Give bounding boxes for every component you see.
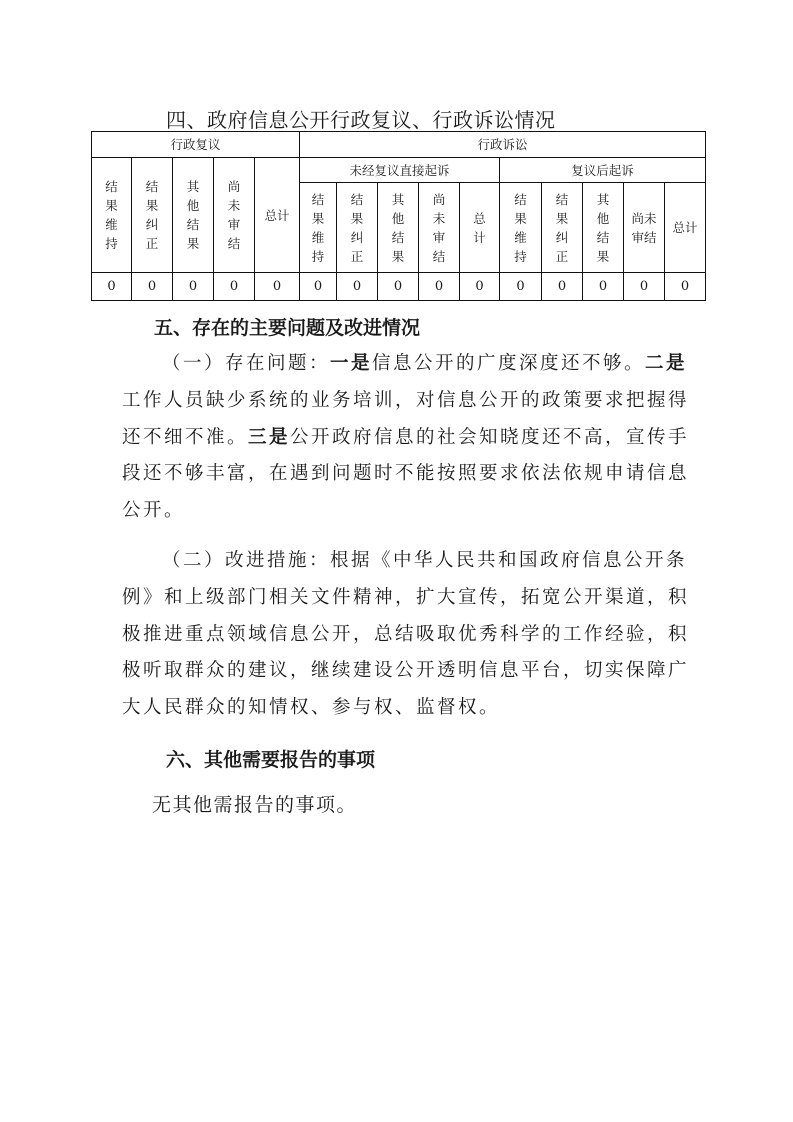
- section-4-heading: 四、政府信息公开行政复议、行政诉讼情况: [166, 108, 556, 132]
- table-cell: 0: [300, 273, 337, 301]
- header-litigation: 行政诉讼: [300, 132, 706, 158]
- table-cell: 0: [500, 273, 542, 301]
- point-one-text: 信息公开的广度深度还不够。: [372, 353, 646, 374]
- col-total: 总计: [460, 183, 500, 273]
- table-cell: 0: [665, 273, 706, 301]
- table-cell: 0: [624, 273, 665, 301]
- section-5-heading: 五、存在的主要问题及改进情况: [154, 317, 421, 339]
- section-6-body: 无其他需报告的事项。: [152, 794, 358, 816]
- table-cell: 0: [337, 273, 378, 301]
- col-pending: 尚未审结: [419, 183, 460, 273]
- col-total: 总计: [665, 183, 706, 273]
- col-maintained: 结果维持: [500, 183, 542, 273]
- table-cell: 0: [419, 273, 460, 301]
- col-pending: 尚未审结: [214, 158, 255, 273]
- point-three-lead: 三是: [248, 426, 291, 448]
- problems-paragraph: [122, 346, 702, 530]
- col-other: 其他结果: [378, 183, 419, 273]
- table-cell: 0: [132, 273, 173, 301]
- table-cell: 0: [378, 273, 419, 301]
- table-cell: 0: [583, 273, 624, 301]
- col-other: 其他结果: [173, 158, 214, 273]
- header-after-review: 复议后起诉: [500, 158, 706, 183]
- point-one-lead: 一是: [330, 353, 373, 374]
- table-cell: 0: [255, 273, 300, 301]
- col-pending: 尚未审结: [624, 183, 665, 273]
- col-corrected: 结果纠正: [542, 183, 583, 273]
- section-6-heading: 六、其他需要报告的事项: [166, 749, 376, 771]
- col-corrected: 结果纠正: [337, 183, 378, 273]
- col-other: 其他结果: [583, 183, 624, 273]
- point-two-lead: 二是: [645, 353, 688, 374]
- problems-label: （一）存在问题：: [162, 353, 331, 374]
- point-two-text: 工作人员缺少系统的业务培训，对信息公开的政策要求把握得还不细不准。: [122, 389, 690, 448]
- point-three-text: 公开政府信息的社会知晓度还不高，宣传手段还不够丰富，在遇到问题时不能按照要求依法依规申请信息公开。: [122, 426, 690, 522]
- header-admin-review: 行政复议: [92, 132, 300, 158]
- review-litigation-table: [91, 131, 706, 301]
- table-cell: 0: [542, 273, 583, 301]
- measures-paragraph: [122, 543, 702, 727]
- col-maintained: 结果维持: [92, 158, 132, 273]
- col-total: 总计: [255, 158, 300, 273]
- table-cell: 0: [460, 273, 500, 301]
- col-corrected: 结果纠正: [132, 158, 173, 273]
- header-direct-litigation: 未经复议直接起诉: [300, 158, 500, 183]
- table-cell: 0: [173, 273, 214, 301]
- col-maintained: 结果维持: [300, 183, 337, 273]
- measures-text: （二）改进措施：根据《中华人民共和国政府信息公开条例》和上级部门相关文件精神，扩大宣传，拓宽公开渠道，积极推进重点领域信息公开，总结吸取优秀科学的工作经验，积极听取群众的建议，继续建设公开透明信息平台，切实保障广大人民群众的知情权、参与权、监督权。: [122, 550, 690, 719]
- table-cell: 0: [92, 273, 132, 301]
- table-cell: 0: [214, 273, 255, 301]
